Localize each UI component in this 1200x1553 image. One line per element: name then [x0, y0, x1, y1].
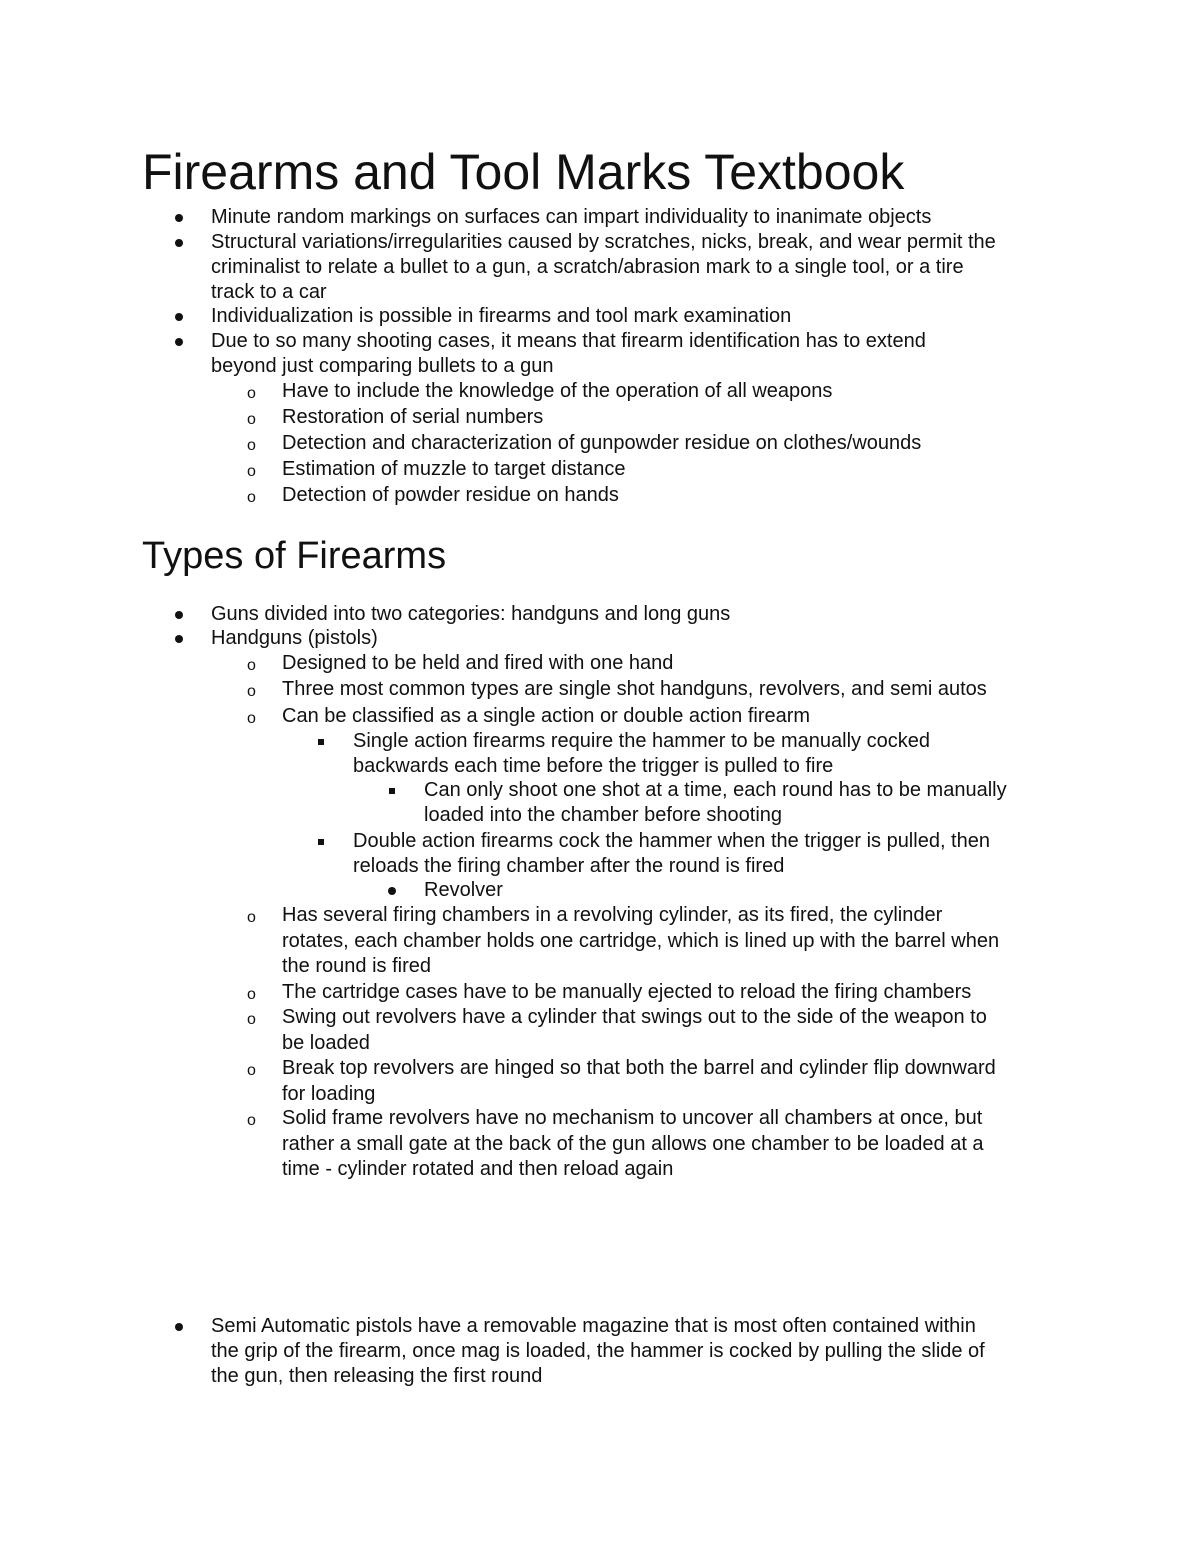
bullet-text-continued: beyond just comparing bullets to a gun	[211, 355, 554, 377]
bullet-disc-icon	[175, 338, 183, 346]
bullet-text-continued: criminalist to relate a bullet to a gun, a scratch/abrasion mark to a single tool, or a tire	[211, 256, 964, 278]
sub-bullet-text: Detection of powder residue on hands	[282, 484, 619, 506]
bullet-circle-icon: o	[247, 463, 256, 480]
bullet-text: Minute random markings on surfaces can impart individuality to inanimate objects	[211, 206, 932, 228]
bullet-disc-icon	[175, 635, 183, 643]
bullet-text-continued: the gun, then releasing the first round	[211, 1365, 543, 1387]
sub-bullet-text-continued: rotates, each chamber holds one cartridge, which is lined up with the barrel when	[282, 930, 1000, 952]
bullet-circle-icon: o	[247, 986, 256, 1003]
bullet-text: Semi Automatic pistols have a removable magazine that is most often contained within	[211, 1315, 976, 1337]
sub-bullet-text: Designed to be held and fired with one hand	[282, 652, 674, 674]
bullet-circle-icon: o	[247, 385, 256, 402]
bullet-circle-icon: o	[247, 683, 256, 700]
sub-bullet-text-continued: for loading	[282, 1083, 376, 1105]
bullet-square-icon	[318, 839, 324, 845]
bullet-square-icon	[389, 788, 395, 794]
sub-sub-bullet-text: Single action firearms require the hammer to be manually cocked	[353, 730, 930, 752]
document-title: Firearms and Tool Marks Textbook	[142, 144, 905, 200]
bullet-circle-icon: o	[247, 1112, 256, 1129]
bullet-disc-icon	[175, 239, 183, 247]
sub-bullet-text: Break top revolvers are hinged so that both the barrel and cylinder flip downward	[282, 1057, 996, 1079]
bullet-circle-icon: o	[247, 437, 256, 454]
bullet-circle-icon: o	[247, 909, 256, 926]
sub-bullet-text: Swing out revolvers have a cylinder that swings out to the side of the weapon to	[282, 1006, 987, 1028]
sub-bullet-text: Has several firing chambers in a revolving cylinder, as its fired, the cylinder	[282, 904, 943, 926]
bullet-square-icon	[318, 739, 324, 745]
sub-bullet-text-continued: time - cylinder rotated and then reload again	[282, 1158, 674, 1180]
sub-bullet-text-continued: the round is fired	[282, 955, 431, 977]
sub-bullet-text-continued: be loaded	[282, 1032, 370, 1054]
bullet-circle-icon: o	[247, 489, 256, 506]
sub-sub-bullet-text-continued: backwards each time before the trigger is pulled to fire	[353, 755, 834, 777]
bullet-text: Structural variations/irregularities caused by scratches, nicks, break, and wear permit the	[211, 231, 996, 253]
sub-sub-bullet-text: Double action firearms cock the hammer when the trigger is pulled, then	[353, 830, 990, 852]
bullet-text: Individualization is possible in firearms and tool mark examination	[211, 305, 792, 327]
bullet-text: Due to so many shooting cases, it means that firearm identification has to extend	[211, 330, 926, 352]
section-heading: Types of Firearms	[142, 535, 447, 577]
sub-bullet-text: Detection and characterization of gunpowder residue on clothes/wounds	[282, 432, 922, 454]
bullet-circle-icon: o	[247, 411, 256, 428]
level4-bullet-text: Revolver	[424, 879, 503, 901]
bullet-disc-icon	[175, 313, 183, 321]
sub-bullet-text-continued: rather a small gate at the back of the gun allows one chamber to be loaded at a	[282, 1133, 984, 1155]
bullet-circle-icon: o	[247, 657, 256, 674]
sub-bullet-text: The cartridge cases have to be manually ejected to reload the firing chambers	[282, 981, 972, 1003]
bullet-text: Handguns (pistols)	[211, 627, 378, 649]
bullet-circle-icon: o	[247, 710, 256, 727]
bullet-circle-icon: o	[247, 1011, 256, 1028]
sub-bullet-text: Solid frame revolvers have no mechanism to uncover all chambers at once, but	[282, 1107, 983, 1129]
sub-bullet-text: Can be classified as a single action or double action firearm	[282, 705, 811, 727]
sub-bullet-text: Estimation of muzzle to target distance	[282, 458, 626, 480]
level4-bullet-text-continued: loaded into the chamber before shooting	[424, 804, 783, 826]
bullet-disc-icon	[388, 887, 396, 895]
level4-bullet-text: Can only shoot one shot at a time, each round has to be manually	[424, 779, 1007, 801]
bullet-circle-icon: o	[247, 1062, 256, 1079]
sub-bullet-text: Restoration of serial numbers	[282, 406, 544, 428]
bullet-disc-icon	[175, 214, 183, 222]
bullet-text-continued: the grip of the firearm, once mag is loaded, the hammer is cocked by pulling the slide of	[211, 1340, 985, 1362]
bullet-disc-icon	[175, 611, 183, 619]
bullet-text-continued: track to a car	[211, 281, 327, 303]
sub-bullet-text: Have to include the knowledge of the operation of all weapons	[282, 380, 833, 402]
bullet-text: Guns divided into two categories: handguns and long guns	[211, 603, 731, 625]
bullet-disc-icon	[175, 1323, 183, 1331]
sub-sub-bullet-text-continued: reloads the firing chamber after the round is fired	[353, 855, 785, 877]
sub-bullet-text: Three most common types are single shot handguns, revolvers, and semi autos	[282, 678, 987, 700]
